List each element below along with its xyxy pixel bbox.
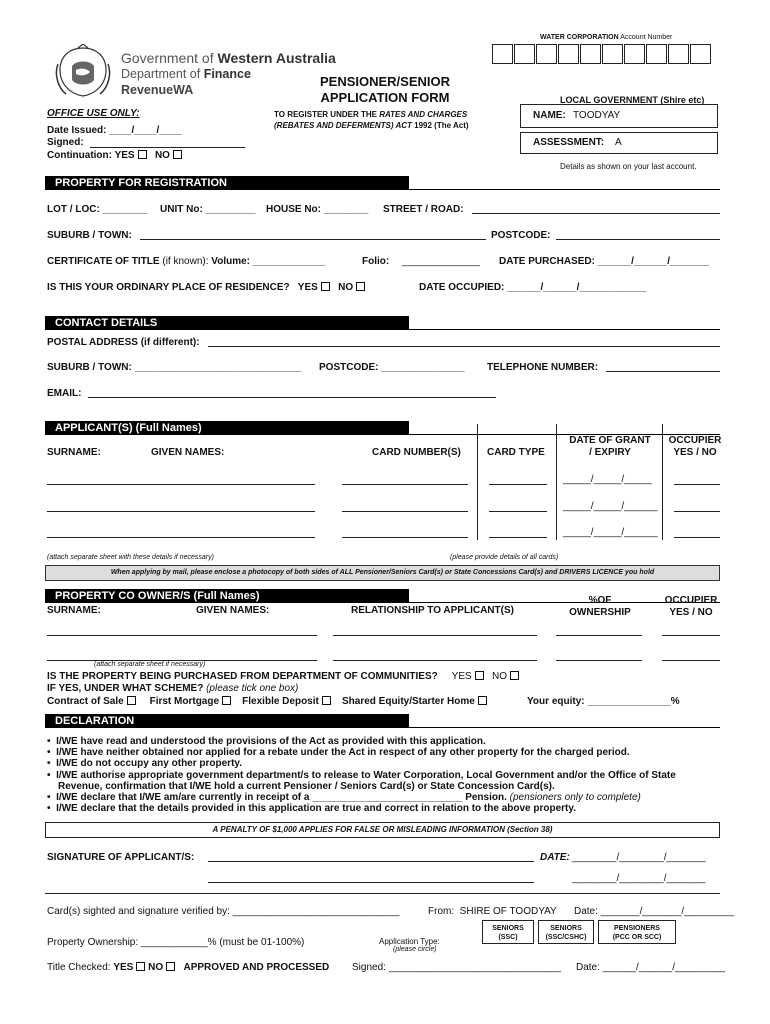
title-checked-row: Title Checked: YES NO APPROVED AND PROCESSED xyxy=(47,962,330,973)
account-digit[interactable] xyxy=(602,44,623,64)
mail-notice: When applying by mail, please enclose a photocopy of both sides of ALL Pensioner/Seniors Card(s) or State Concessions Card(s) and DRIVERS LICENCE you hold xyxy=(45,565,720,581)
date-purchased[interactable]: DATE PURCHASED: ______/______/_______ xyxy=(499,256,709,267)
gov-logo-text: Government of Western Australia Department of Finance RevenueWA xyxy=(121,50,336,97)
relationship-line[interactable] xyxy=(333,660,537,661)
street-line[interactable] xyxy=(472,213,720,214)
contact-suburb[interactable]: SUBURB / TOWN: ______________________________ xyxy=(47,362,302,373)
account-digit[interactable] xyxy=(514,44,535,64)
occupier-line[interactable] xyxy=(674,511,720,512)
continuation-row: Continuation: YES NO xyxy=(47,150,182,161)
occupier-header: OCCUPIER YES / NO xyxy=(668,435,722,458)
suburb-label: SUBURB / TOWN: xyxy=(47,230,132,241)
coowner-occupier-header: OCCUPIER YES / NO xyxy=(664,595,718,618)
penalty-notice: A PENALTY OF $1,000 APPLIES FOR FALSE OR MISLEADING INFORMATION (Section 38) xyxy=(45,822,720,838)
surname-line[interactable] xyxy=(47,484,315,485)
flexible-deposit-checkbox[interactable] xyxy=(322,696,331,705)
date-grant-line[interactable]: _____/_____/_____ xyxy=(563,474,652,485)
signed-label: Signed: xyxy=(47,137,84,148)
water-corp-label: WATER CORPORATION Account Number xyxy=(540,34,673,41)
list-item: • I/WE authorise appropriate government department/s to release to Water Corporation, Local Government and/or the Office of State xyxy=(47,769,676,781)
shared-equity-checkbox[interactable] xyxy=(478,696,487,705)
account-digit[interactable] xyxy=(558,44,579,64)
residence-yes-checkbox[interactable] xyxy=(321,282,330,291)
office-signed[interactable]: Signed: _______________________________ xyxy=(352,962,562,973)
account-digit[interactable] xyxy=(690,44,711,64)
from-field: From: SHIRE OF TOODYAY xyxy=(428,906,557,917)
date-grant-line[interactable]: _____/_____/______ xyxy=(563,527,658,538)
type-seniors-ssc[interactable]: SENIORS (SSC) xyxy=(482,920,534,944)
purchased-no-checkbox[interactable] xyxy=(510,671,519,680)
list-item: • I/WE have neither obtained nor applied for a rebate under the Act in respect of any other property for the charged period. xyxy=(47,747,630,759)
folio-label: Folio: xyxy=(362,256,390,267)
account-digit[interactable] xyxy=(646,44,667,64)
surname-header: SURNAME: xyxy=(47,447,101,458)
telephone-label: TELEPHONE NUMBER: xyxy=(487,362,599,373)
account-digit[interactable] xyxy=(536,44,557,64)
signed-line[interactable] xyxy=(90,147,245,148)
email-line[interactable] xyxy=(88,397,496,398)
card-number-line[interactable] xyxy=(342,484,468,485)
office-use-title: OFFICE USE ONLY: xyxy=(47,108,140,119)
assessment-field[interactable]: ASSESSMENT: A xyxy=(520,132,718,154)
office-date-2[interactable]: Date: ______/______/_________ xyxy=(576,962,726,973)
ownership-header: %OF OWNERSHIP xyxy=(569,595,631,618)
coowner-section-bar: PROPERTY CO OWNER/S (Full Names) xyxy=(45,589,409,603)
telephone-line[interactable] xyxy=(606,371,720,372)
list-item: • I/WE do not occupy any other property. xyxy=(47,758,242,770)
office-date-1[interactable]: Date: _______/_______/_________ xyxy=(574,906,735,917)
list-item: Revenue, confirmation that I/WE hold a current Pensioner / Seniors Card(s) or State Concession Card(s). xyxy=(58,780,555,792)
contact-postcode[interactable]: POSTCODE: _______________ xyxy=(319,362,465,373)
divider xyxy=(45,893,720,894)
postcode-line[interactable] xyxy=(556,239,720,240)
ownership-line[interactable] xyxy=(556,635,642,636)
title-yes-checkbox[interactable] xyxy=(136,962,145,971)
first-mortgage-checkbox[interactable] xyxy=(222,696,231,705)
local-gov-label: LOCAL GOVERNMENT (Shire etc) xyxy=(560,95,705,105)
scheme-question: IF YES, UNDER WHAT SCHEME? (please tick one box) xyxy=(47,683,299,694)
coowner-occupier-line[interactable] xyxy=(662,635,720,636)
residence-question: IS THIS YOUR ORDINARY PLACE OF RESIDENCE? YES NO xyxy=(47,282,365,293)
card-type-line[interactable] xyxy=(489,537,547,538)
date-issued[interactable]: Date Issued: ____/____/____ xyxy=(47,125,182,136)
declaration-section-bar: DECLARATION xyxy=(45,714,409,728)
account-digit[interactable] xyxy=(624,44,645,64)
coowner-occupier-line[interactable] xyxy=(662,660,720,661)
postal-label: POSTAL ADDRESS (if different): xyxy=(47,337,200,348)
please-circle-note: (please circle) xyxy=(393,946,437,953)
purchased-question: IS THE PROPERTY BEING PURCHASED FROM DEPARTMENT OF COMMUNITIES? YES NO xyxy=(47,671,519,682)
list-item: • I/WE have read and understood the provisions of the Act as provided with this application. xyxy=(47,736,486,747)
folio-field[interactable]: ______________ xyxy=(402,256,480,267)
form-subtitle: TO REGISTER UNDER THE RATES AND CHARGES (REBATES AND DEFERMENTS) ACT 1992 (The Act) xyxy=(274,110,469,130)
occupier-line[interactable] xyxy=(674,484,720,485)
type-seniors-cshc[interactable]: SENIORS (SSC/CSHC) xyxy=(538,920,594,944)
ownership-line[interactable] xyxy=(556,660,642,661)
date-grant-line[interactable]: _____/_____/______ xyxy=(563,501,658,512)
certificate-label: CERTIFICATE OF TITLE (if known): Volume: _____________ xyxy=(47,256,326,267)
lot-label[interactable]: LOT / LOC: ________ xyxy=(47,204,148,215)
card-type-line[interactable] xyxy=(489,484,547,485)
suburb-line[interactable] xyxy=(140,239,486,240)
continuation-yes-checkbox[interactable] xyxy=(138,150,147,159)
purchased-yes-checkbox[interactable] xyxy=(475,671,484,680)
postcode-label: POSTCODE: xyxy=(491,230,551,241)
scheme-options: Contract of Sale First Mortgage Flexible Deposit Shared Equity/Starter Home xyxy=(47,696,487,707)
application-type-label: Application Type: xyxy=(379,937,440,946)
details-note: Details as shown on your last account. xyxy=(560,162,697,171)
street-label: STREET / ROAD: xyxy=(383,204,464,215)
declaration-list xyxy=(47,736,727,814)
card-number-line[interactable] xyxy=(342,511,468,512)
coowner-surname-header: SURNAME: xyxy=(47,605,101,616)
contact-section-bar: CONTACT DETAILS xyxy=(45,316,409,330)
signature-line-2[interactable] xyxy=(208,882,534,883)
coowner-name-line[interactable] xyxy=(47,635,317,636)
applicants-section-bar: APPLICANT(S) (Full Names) xyxy=(45,421,409,435)
coowner-attach-note: (attach separate sheet if necessary) xyxy=(94,661,206,668)
house-label[interactable]: HOUSE No: ________ xyxy=(266,204,369,215)
signature-line[interactable] xyxy=(208,861,534,862)
date-occupied[interactable]: DATE OCCUPIED: ______/______/____________ xyxy=(419,282,647,293)
unit-label[interactable]: UNIT No: _________ xyxy=(160,204,256,215)
equity-field[interactable]: Your equity: _______________% xyxy=(527,696,680,707)
list-item: • I/WE declare that the details provided in this application are true and correct in relation to the above property. xyxy=(47,803,576,815)
occupier-line[interactable] xyxy=(674,537,720,538)
given-names-header: GIVEN NAMES: xyxy=(151,447,225,458)
property-section-bar: PROPERTY FOR REGISTRATION xyxy=(45,176,409,190)
account-digit[interactable] xyxy=(580,44,601,64)
attach-note: (attach separate sheet with these details if necessary) xyxy=(47,554,214,561)
declaration-date-field[interactable]: ________/________/_______ xyxy=(572,852,706,863)
surname-line[interactable] xyxy=(47,511,315,512)
coowner-given-header: GIVEN NAMES: xyxy=(196,605,270,616)
relationship-line[interactable] xyxy=(333,635,537,636)
wa-crest-icon xyxy=(52,44,114,100)
form-title: PENSIONER/SENIOR APPLICATION FORM xyxy=(319,74,451,105)
card-number-line[interactable] xyxy=(342,537,468,538)
title-no-checkbox[interactable] xyxy=(166,962,175,971)
cards-sighted[interactable]: Card(s) sighted and signature verified by: ______________________________ xyxy=(47,906,400,917)
residence-no-checkbox[interactable] xyxy=(356,282,365,291)
postal-line[interactable] xyxy=(208,346,720,347)
surname-line[interactable] xyxy=(47,537,315,538)
account-digit[interactable] xyxy=(492,44,513,64)
declaration-date-field-2[interactable]: ________/________/_______ xyxy=(572,873,706,884)
card-type-line[interactable] xyxy=(489,511,547,512)
signature-label: SIGNATURE OF APPLICANT/S: xyxy=(47,852,195,863)
provide-note: (please provide details of all cards) xyxy=(450,554,559,561)
declaration-date-label: DATE: xyxy=(540,852,570,863)
email-label: EMAIL: xyxy=(47,388,82,399)
account-digit[interactable] xyxy=(668,44,689,64)
list-item: • I/WE declare that I/WE am/are currently in receipt of a ___________________________ Pension. (pensioners only to complete) xyxy=(47,792,641,804)
relationship-header: RELATIONSHIP TO APPLICANT(S) xyxy=(351,605,514,616)
continuation-no-checkbox[interactable] xyxy=(173,150,182,159)
contract-of-sale-checkbox[interactable] xyxy=(127,696,136,705)
type-pensioners[interactable]: PENSIONERS (PCC OR SCC) xyxy=(598,920,676,944)
card-type-header: CARD TYPE xyxy=(487,447,545,458)
name-field[interactable]: NAME: TOODYAY xyxy=(520,104,718,128)
property-ownership[interactable]: Property Ownership: ____________% (must be 01-100%) xyxy=(47,937,305,948)
card-number-header: CARD NUMBER(S) xyxy=(372,447,461,458)
date-grant-header: DATE OF GRANT / EXPIRY xyxy=(569,435,651,458)
